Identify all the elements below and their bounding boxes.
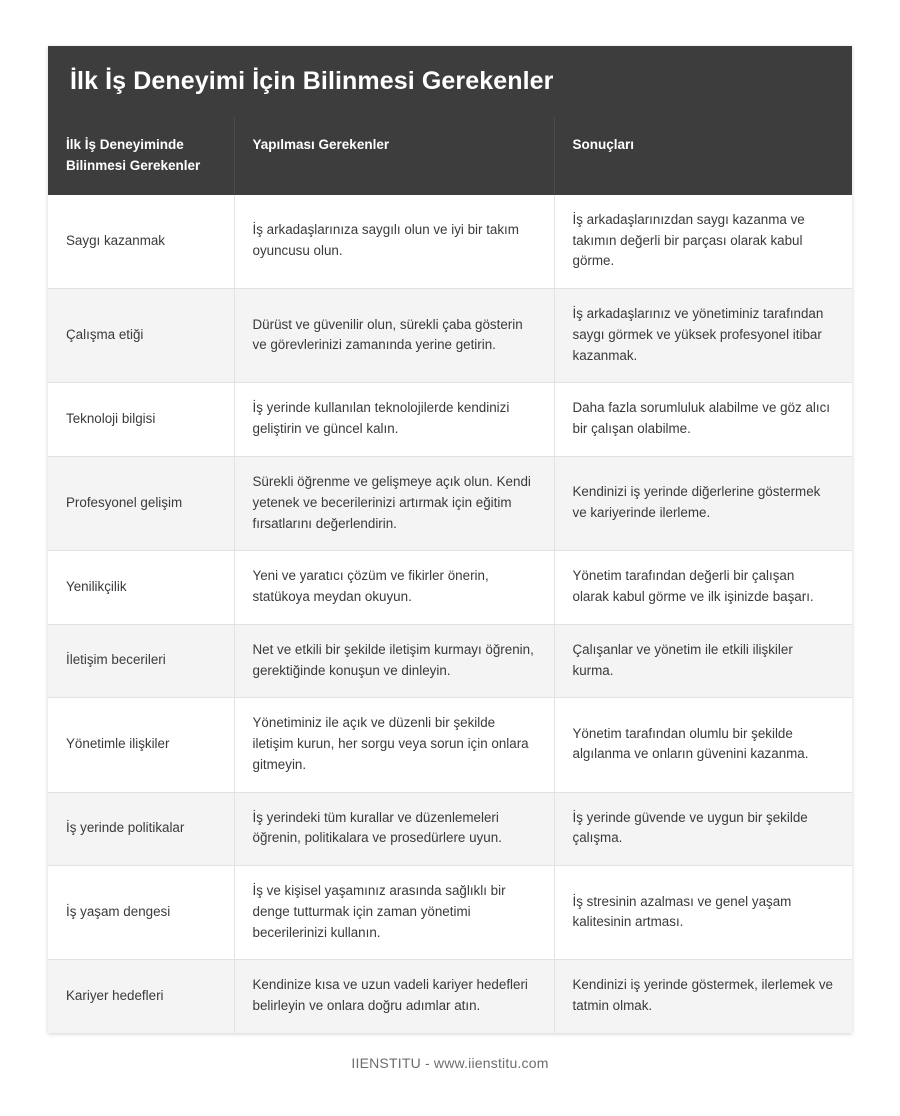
cell-todo: İş yerindeki tüm kurallar ve düzenlemeleri öğrenin, politikalara ve prosedürlere uyun.: [234, 792, 554, 866]
cell-todo: Yeni ve yaratıcı çözüm ve fikirler önerin, statükoya meydan okuyun.: [234, 551, 554, 625]
table-row: [48, 456, 852, 550]
table-row: [48, 383, 852, 457]
cell-topic: Yenilikçilik: [48, 551, 234, 625]
table-header: [48, 118, 852, 195]
table-header-row: [48, 118, 852, 195]
cell-todo: Kendinize kısa ve uzun vadeli kariyer hedefleri belirleyin ve onlara doğru adımlar atın.: [234, 960, 554, 1033]
cell-todo: İş yerinde kullanılan teknolojilerde kendinizi geliştirin ve güncel kalın.: [234, 383, 554, 457]
info-card: [48, 46, 852, 1033]
cell-result: İş yerinde güvende ve uygun bir şekilde çalışma.: [554, 792, 852, 866]
table-row: [48, 792, 852, 866]
cell-result: Daha fazla sorumluluk alabilme ve göz alıcı bir çalışan olabilme.: [554, 383, 852, 457]
cell-todo: İş ve kişisel yaşamınız arasında sağlıklı bir denge tutturmak için zaman yönetimi becerilerinizi kullanın.: [234, 866, 554, 960]
table-row: [48, 960, 852, 1033]
cell-topic: Çalışma etiği: [48, 289, 234, 383]
cell-todo: İş arkadaşlarınıza saygılı olun ve iyi bir takım oyuncusu olun.: [234, 195, 554, 289]
cell-topic: İş yerinde politikalar: [48, 792, 234, 866]
table-row: [48, 866, 852, 960]
table-body: [48, 195, 852, 1033]
cell-topic: Saygı kazanmak: [48, 195, 234, 289]
requirements-table: [48, 118, 852, 1033]
cell-result: İş stresinin azalması ve genel yaşam kalitesinin artması.: [554, 866, 852, 960]
table-row: [48, 195, 852, 289]
cell-todo: Yönetiminiz ile açık ve düzenli bir şekilde iletişim kurun, her sorgu veya sorun için onlara gitmeyin.: [234, 698, 554, 792]
table-row: [48, 289, 852, 383]
cell-result: Çalışanlar ve yönetim ile etkili ilişkiler kurma.: [554, 624, 852, 698]
cell-result: İş arkadaşlarınız ve yönetiminiz tarafından saygı görmek ve yüksek profesyonel itibar kazanmak.: [554, 289, 852, 383]
cell-result: Yönetim tarafından olumlu bir şekilde algılanma ve onların güvenini kazanma.: [554, 698, 852, 792]
column-header-todo: Yapılması Gerekenler: [234, 118, 554, 195]
cell-todo: Sürekli öğrenme ve gelişmeye açık olun. Kendi yetenek ve becerilerinizi artırmak için eğitim fırsatlarını değerlendirin.: [234, 456, 554, 550]
table-row: [48, 551, 852, 625]
column-header-topic: İlk İş Deneyiminde Bilinmesi Gerekenler: [48, 118, 234, 195]
cell-result: İş arkadaşlarınızdan saygı kazanma ve takımın değerli bir parçası olarak kabul görme.: [554, 195, 852, 289]
card-header: [48, 46, 852, 118]
cell-result: Kendinizi iş yerinde diğerlerine göstermek ve kariyerinde ilerleme.: [554, 456, 852, 550]
cell-topic: Kariyer hedefleri: [48, 960, 234, 1033]
table-row: [48, 698, 852, 792]
footer-credit: IIENSTITU - www.iienstitu.com: [351, 1054, 549, 1071]
cell-topic: İş yaşam dengesi: [48, 866, 234, 960]
cell-todo: Dürüst ve güvenilir olun, sürekli çaba gösterin ve görevlerinizi zamanında yerine getirin.: [234, 289, 554, 383]
cell-topic: Yönetimle ilişkiler: [48, 698, 234, 792]
table-row: [48, 624, 852, 698]
cell-result: Kendinizi iş yerinde göstermek, ilerlemek ve tatmin olmak.: [554, 960, 852, 1033]
column-header-result: Sonuçları: [554, 118, 852, 195]
cell-topic: Teknoloji bilgisi: [48, 383, 234, 457]
cell-topic: İletişim becerileri: [48, 624, 234, 698]
cell-result: Yönetim tarafından değerli bir çalışan olarak kabul görme ve ilk işinizde başarı.: [554, 551, 852, 625]
cell-topic: Profesyonel gelişim: [48, 456, 234, 550]
page-title: İlk İş Deneyimi İçin Bilinmesi Gerekenler: [70, 67, 554, 95]
cell-todo: Net ve etkili bir şekilde iletişim kurmayı öğrenin, gerektiğinde konuşun ve dinleyin.: [234, 624, 554, 698]
